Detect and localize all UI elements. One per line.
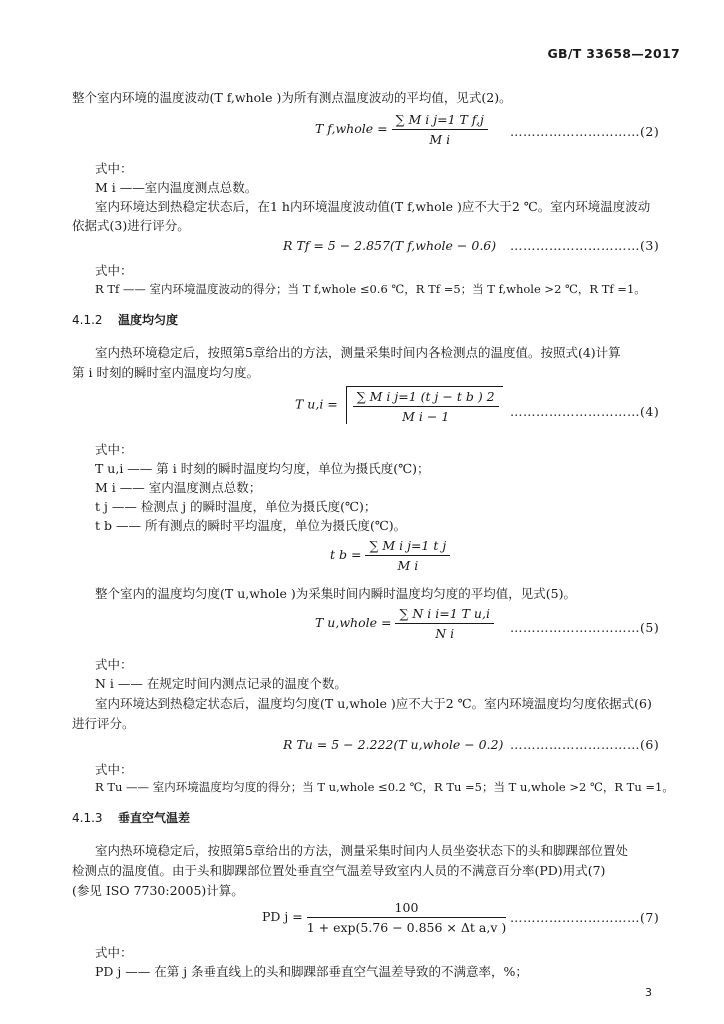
equation-number: …………………………(7) [510, 910, 660, 925]
equation-lhs: T u,i = [295, 396, 338, 412]
definition-line: PD j —— 在第 j 条垂直线上的头和脚踝部垂直空气温差导致的不满意率，%； [95, 964, 528, 979]
equation-number: …………………………(4) [510, 404, 660, 419]
definition-line: N i —— 在规定时间内测点记录的温度个数。 [95, 676, 347, 691]
section-title: 垂直空气温差 [118, 811, 191, 825]
definition-line: R Tf —— 室内环境温度波动的得分；当 T f,whole ≤0.6 ℃，R Tf =5；当 T f,whole >2 ℃，R Tf =1。 [95, 282, 646, 296]
paragraph-line: 检测点的温度值。由于头和脚踝部位置处垂直空气温差导致室内人员的不满意百分率(PD)用式(7) [72, 863, 606, 878]
fraction [392, 112, 488, 147]
paragraph-line: (参见 ISO 7730:2005)计算。 [72, 883, 244, 898]
equation-4 [295, 386, 503, 424]
square-root [346, 386, 503, 424]
definition-line: T u,i —— 第 i 时刻的瞬时温度均匀度，单位为摄氏度(℃)； [95, 461, 430, 476]
where-label: 式中： [95, 442, 133, 457]
numerator: ∑ M i j=1 T f,j [392, 112, 488, 130]
fraction [365, 538, 450, 573]
paragraph-line: 室内环境达到热稳定状态后，在1 h内环境温度波动值(T f,whole )应不大于2 ℃。室内环境温度波动 [95, 199, 651, 214]
page-number: 3 [645, 986, 652, 999]
equation-lhs: t b = [330, 547, 362, 562]
definition-line: t j —— 检测点 j 的瞬时温度，单位为摄氏度(℃)； [95, 499, 377, 514]
equation-lhs: T u,whole = [315, 615, 392, 630]
section-number: 4.1.3 [72, 811, 103, 825]
where-label: 式中： [95, 161, 133, 176]
numerator: 100 [307, 900, 507, 918]
equation-number: …………………………(6) [510, 737, 660, 752]
section-number: 4.1.2 [72, 313, 103, 327]
section-title: 温度均匀度 [118, 313, 179, 327]
equation-7 [262, 900, 506, 935]
equation-6: R Tu = 5 − 2.222(T u,whole − 0.2) [283, 737, 504, 752]
denominator: M i [397, 558, 419, 573]
equation-2 [315, 112, 488, 147]
numerator: ∑ N i i=1 T u,i [395, 606, 494, 624]
numerator: ∑ M i j=1 (t j − t b ) 2 [353, 389, 499, 407]
numerator: ∑ M i j=1 t j [365, 538, 450, 556]
fraction [307, 900, 507, 935]
fraction [395, 606, 494, 641]
paragraph-line: 整个室内环境的温度波动(T f,whole )为所有测点温度波动的平均值，见式(2)。 [72, 90, 512, 105]
paragraph-line: 进行评分。 [72, 716, 135, 731]
equation-number: …………………………(2) [510, 124, 660, 139]
where-label: 式中： [95, 263, 133, 278]
denominator: M i [429, 132, 451, 147]
equation-number: …………………………(5) [510, 620, 660, 635]
section-heading-4-1-2 [72, 311, 178, 328]
denominator: N i [435, 626, 455, 641]
fraction [353, 389, 499, 424]
paragraph-line: 室内热环境稳定后，按照第5章给出的方法，测量采集时间内人员坐姿状态下的头和脚踝部位置处 [95, 843, 628, 858]
where-label: 式中： [95, 762, 133, 777]
denominator: M i − 1 [402, 409, 450, 424]
equation-5 [315, 606, 494, 641]
equation-3: R Tf = 5 − 2.857(T f,whole − 0.6) [283, 238, 497, 253]
definition-line: t b —— 所有测点的瞬时平均温度，单位为摄氏度(℃)。 [95, 518, 407, 533]
equation-lhs: T f,whole = [315, 121, 388, 136]
definition-line: R Tu —— 室内环境温度均匀度的得分；当 T u,whole ≤0.2 ℃，R Tu =5；当 T u,whole >2 ℃，R Tu =1。 [95, 780, 674, 794]
equation-tb [330, 538, 450, 573]
paragraph-line: 室内环境达到热稳定状态后，温度均匀度(T u,whole )应不大于2 ℃。室内环境温度均匀度依据式(6) [95, 696, 652, 711]
definition-line: M i ——室内温度测点总数。 [95, 180, 258, 195]
denominator: 1 + exp(5.76 − 0.856 × Δt a,v ) [306, 920, 507, 935]
section-heading-4-1-3 [72, 809, 190, 826]
where-label: 式中： [95, 657, 133, 672]
standard-header: GB/T 33658—2017 [547, 46, 680, 61]
paragraph-line: 依据式(3)进行评分。 [72, 218, 190, 233]
where-label: 式中： [95, 945, 133, 960]
paragraph-line: 室内热环境稳定后，按照第5章给出的方法，测量采集时间内各检测点的温度值。按照式(4)计算 [95, 345, 621, 360]
equation-lhs: PD j = [262, 909, 303, 924]
equation-number: …………………………(3) [510, 238, 660, 253]
paragraph-line: 第 i 时刻的瞬时室内温度均匀度。 [72, 365, 259, 380]
definition-line: M i —— 室内温度测点总数； [95, 480, 262, 495]
paragraph-line: 整个室内的温度均匀度(T u,whole )为采集时间内瞬时温度均匀度的平均值，见式(5)。 [95, 586, 576, 601]
